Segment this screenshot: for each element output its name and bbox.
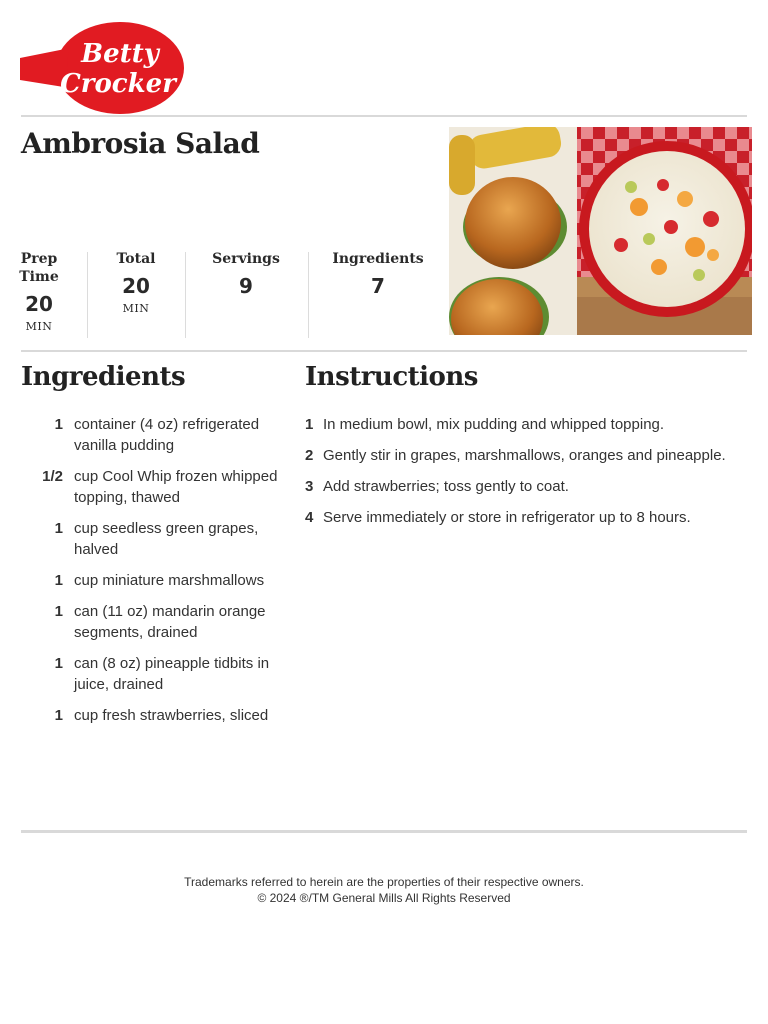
stat-value: 9 [239,274,253,298]
step-number: 1 [305,416,314,433]
ingredient-text: container (4 oz) refrigerated vanilla pudding [74,416,260,454]
footer-divider [21,830,747,833]
step-text: Serve immediately or store in refrigerator up to 8 hours. [323,509,691,526]
step-text: Add strawberries; toss gently to coat. [323,478,569,495]
list-item [305,414,755,435]
ingredients-heading: Ingredients [21,362,186,392]
ingredient-quantity: 1 [54,572,63,589]
ingredients-list [21,414,291,736]
list-item [21,653,291,695]
stat-unit: MIN [25,320,53,333]
ingredient-quantity: 1 [54,520,63,537]
ingredient-text: can (8 oz) pineapple tidbits in juice, drained [74,655,270,693]
ingredient-quantity: 1 [54,707,63,724]
recipe-title: Ambrosia Salad [21,127,260,160]
step-number: 4 [305,509,314,526]
footer-copyright-text: © 2024 ®/TM General Mills All Rights Reserved [257,891,511,905]
ingredient-text: can (11 oz) mandarin orange segments, drained [74,603,266,641]
list-item [21,518,291,560]
stat-value: 7 [371,274,385,298]
list-item [305,507,755,528]
list-item [21,705,291,726]
instructions-heading: Instructions [305,362,478,392]
list-item [21,570,291,591]
recipe-stats [0,250,440,340]
stat-ingredients [328,250,428,298]
stat-divider [185,252,186,338]
stat-unit: MIN [122,302,150,315]
list-item [305,476,755,497]
ingredient-text: cup Cool Whip frozen whipped topping, thawed [74,468,278,506]
stat-servings [200,250,292,298]
stat-total-time [100,250,172,315]
ingredient-text: cup fresh strawberries, sliced [74,707,269,724]
section-divider [21,350,747,352]
ingredient-text: cup miniature marshmallows [74,572,265,589]
stat-prep-time [18,250,60,333]
instructions-list [305,414,755,538]
footer [0,874,768,906]
ingredient-text: cup seedless green grapes, halved [74,520,259,558]
list-item [21,466,291,508]
ingredient-quantity: 1/2 [42,468,63,485]
logo-text-betty: Betty [81,39,159,69]
ingredient-quantity: 1 [54,603,63,620]
ingredient-quantity: 1 [54,416,63,433]
betty-crocker-logo [20,20,185,116]
list-item [21,414,291,456]
stat-label: Total [116,251,156,267]
step-number: 3 [305,478,314,495]
stat-divider [308,252,309,338]
step-text: Gently stir in grapes, marshmallows, oranges and pineapple. [323,447,726,464]
step-number: 2 [305,447,314,464]
stat-label: Time [19,269,59,285]
stat-label: Servings [212,251,280,267]
step-text: In medium bowl, mix pudding and whipped topping. [323,416,665,433]
stat-value: 20 [122,274,150,298]
recipe-photo [449,127,752,335]
stat-value: 20 [25,292,53,316]
stat-divider [87,252,88,338]
salad-bowl-icon [579,141,752,317]
list-item [21,601,291,643]
ingredient-quantity: 1 [54,655,63,672]
stat-label: Ingredients [332,251,424,267]
header-divider [21,115,747,117]
footer-trademark-text: Trademarks referred to herein are the properties of their respective owners. [184,875,584,889]
stat-label: Prep [20,251,58,267]
logo-text-crocker: Crocker [60,69,176,99]
list-item [305,445,755,466]
